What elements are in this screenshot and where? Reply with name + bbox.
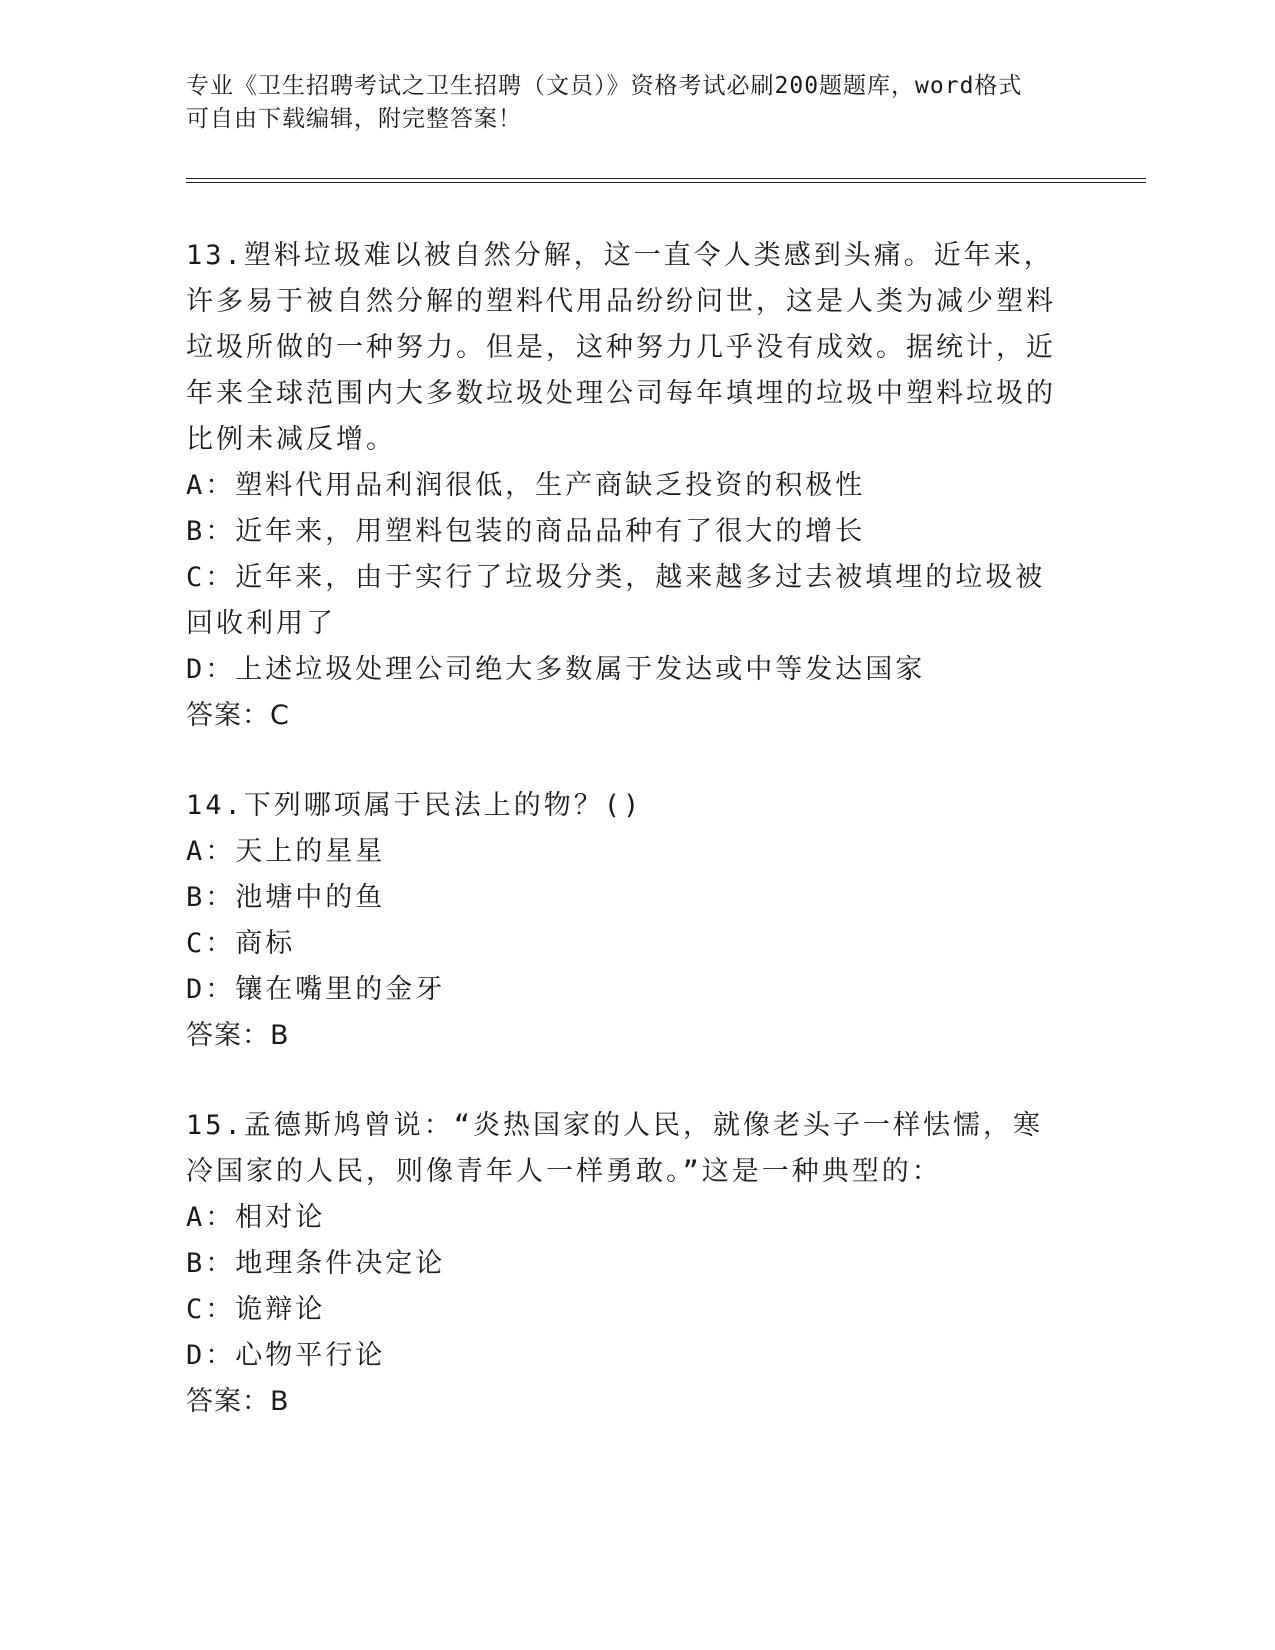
option-b: B：地理条件决定论 — [186, 1248, 446, 1279]
option-c: C：诡辩论 — [186, 1294, 326, 1325]
option-b: B：池塘中的鱼 — [186, 882, 386, 913]
option-c: C：近年来，由于实行了垃圾分类，越来越多过去被填埋的垃圾被回收利用了 — [186, 562, 1046, 639]
answer-label: 答案：C — [186, 700, 290, 731]
answer-label: 答案：B — [186, 1386, 290, 1417]
option-a: A：相对论 — [186, 1202, 326, 1233]
question-15 — [186, 1103, 1066, 1425]
option-d: D：心物平行论 — [186, 1340, 386, 1371]
option-c: C：商标 — [186, 928, 296, 959]
option-d: D：镶在嘴里的金牙 — [186, 974, 446, 1005]
option-b: B：近年来，用塑料包装的商品品种有了很大的增长 — [186, 516, 866, 547]
question-stem: 14.下列哪项属于民法上的物？() — [186, 790, 643, 821]
header-title-line-2: 可自由下载编辑，附完整答案！ — [186, 106, 522, 132]
option-a: A：塑料代用品利润很低，生产商缺乏投资的积极性 — [186, 470, 866, 501]
question-13 — [186, 233, 1066, 739]
header-title-line-1: 专业《卫生招聘考试之卫生招聘（文员）》资格考试必刷200题题库，word格式 — [186, 73, 1023, 99]
answer-label: 答案：B — [186, 1020, 290, 1051]
option-a: A：天上的星星 — [186, 836, 386, 867]
header-divider — [186, 178, 1146, 183]
question-stem: 13.塑料垃圾难以被自然分解，这一直令人类感到头痛。近年来，许多易于被自然分解的塑料代用品纷纷问世，这是人类为减少塑料垃圾所做的一种努力。但是，这种努力几乎没有成效。据统计，近年来全球范围内大多数垃圾处理公司每年填埋的垃圾中塑料垃圾的比例未减反增。 — [186, 240, 1056, 455]
option-d: D：上述垃圾处理公司绝大多数属于发达或中等发达国家 — [186, 654, 926, 685]
question-14 — [186, 783, 1066, 1059]
question-stem: 15.孟德斯鸠曾说：“炎热国家的人民，就像老头子一样怯懦，寒冷国家的人民，则像青年人一样勇敢。”这是一种典型的： — [186, 1110, 1044, 1187]
document-header — [186, 70, 1066, 136]
question-list — [186, 233, 1066, 1469]
